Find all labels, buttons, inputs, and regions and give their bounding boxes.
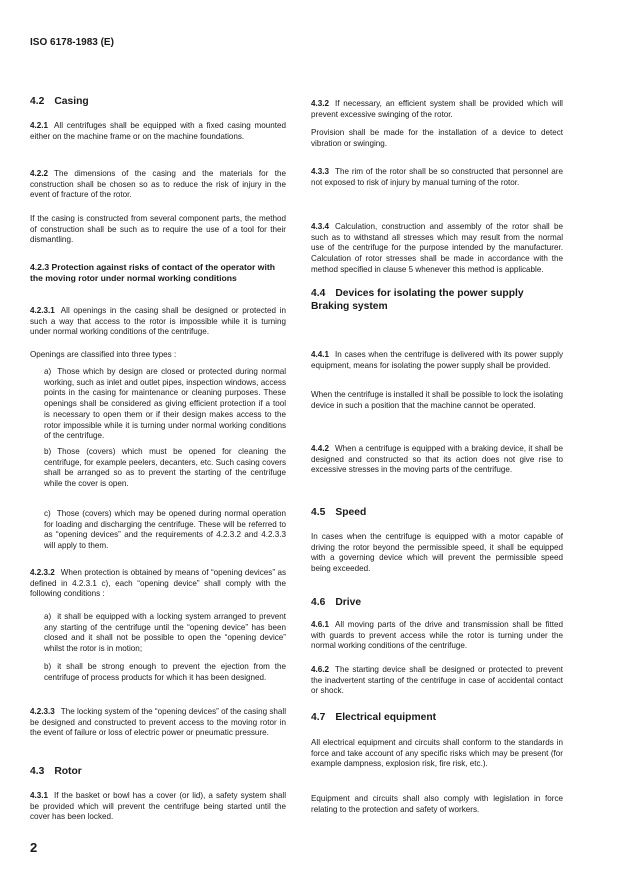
paragraph: When the centrifuge is installed it shall be possible to lock the isolating device in such a position that the machine cannot be operated. xyxy=(311,390,563,410)
list-item-a xyxy=(44,367,286,442)
clause-label: 4.4.1 xyxy=(311,350,330,359)
paragraph: Provision shall be made for the installation of a device to detect vibration or swinging. xyxy=(311,128,563,148)
clause-label: 4.4.2 xyxy=(311,444,330,453)
section-number: 4.4 xyxy=(311,288,326,299)
clause-4-2-3-2 xyxy=(30,568,286,600)
clause-label: 4.3.3 xyxy=(311,167,330,176)
section-heading-4-7 xyxy=(311,712,436,723)
section-subtitle: Braking system xyxy=(311,301,388,312)
clause-4-3-1 xyxy=(30,791,286,823)
section-heading-4-3 xyxy=(30,766,82,777)
clause-label: 4.3.1 xyxy=(30,791,49,800)
clause-4-2-3-3 xyxy=(30,707,286,739)
clause-text: All moving parts of the drive and transmission shall be fitted with guards to prevent access while the rotor is turning under the normal working conditions of the centrifuge. xyxy=(311,620,563,651)
paragraph: All electrical equipment and circuits shall conform to the standards in force and take account of any specific risks which may be present (for example dampness, explosion risk, fire risk, etc.). xyxy=(311,738,563,769)
clause-text: The starting device shall be designed or protected to prevent the inadvertent starting of the centrifuge in case of accidental contact or shock. xyxy=(311,665,563,696)
section-title: Devices for isolating the power supply xyxy=(335,288,524,299)
clause-text: If necessary, an efficient system shall be provided which will prevent excessive swinging of the rotor. xyxy=(311,99,563,119)
section-title: Rotor xyxy=(54,766,82,777)
section-number: 4.5 xyxy=(311,507,326,518)
clause-label: 4.2.1 xyxy=(30,121,49,130)
section-number: 4.6 xyxy=(311,597,326,608)
list-text: it shall be strong enough to prevent the ejection from the centrifuge of process products for which it has been designed. xyxy=(44,662,286,682)
list-item-c xyxy=(44,509,286,552)
list-label: b) xyxy=(44,447,52,456)
section-heading-4-2 xyxy=(30,96,89,107)
clause-4-2-1 xyxy=(30,121,286,142)
clause-label: 4.2.3.3 xyxy=(30,707,55,716)
clause-text: In cases when the centrifuge is delivered with its power supply equipment, means for isolating the power supply shall be provided. xyxy=(311,350,563,370)
clause-label: 4.2.3.2 xyxy=(30,568,55,577)
clause-4-3-3 xyxy=(311,167,563,188)
clause-4-4-1 xyxy=(311,350,563,371)
clause-text: The locking system of the “opening devices” of the casing shall be designed and constructed to prevent access to the moving rotor in the event of failure or loss of electric power or pneumatic pressure. xyxy=(30,707,286,738)
section-heading-4-5 xyxy=(311,507,366,518)
paragraph: If the casing is constructed from several component parts, the method of construction shall be such as to require the use of a tool for their dismantling. xyxy=(30,214,286,245)
clause-text: Calculation, construction and assembly of the rotor shall be such as to withstand all stresses which may result from the normal use of the centrifuge for the purpose intended by the manufacturer. Calculation of rotor stresses shall be made in accordance with the method specified in clause 5 whenever this method is applicable. xyxy=(311,222,563,274)
clause-text: All openings in the casing shall be designed or protected in such a way that access to the rotor is impossible while it is turning under normal working conditions of the centrifuge. xyxy=(30,306,286,337)
list-label: b) xyxy=(44,662,52,671)
page-number: 2 xyxy=(30,840,38,855)
clause-text: When protection is obtained by means of “opening devices” as defined in 4.2.3.1 c), each “opening device” shall comply with the following conditions : xyxy=(30,568,286,599)
list-label: a) xyxy=(44,367,52,376)
clause-text: The rim of the rotor shall be so constructed that personnel are not exposed to risk of injury by manual turning of the rotor. xyxy=(311,167,563,187)
clause-text: All centrifuges shall be equipped with a fixed casing mounted either on the machine frame or on the machine foundations. xyxy=(30,121,286,141)
paragraph: In cases when the centrifuge is equipped with a motor capable of driving the rotor beyond the permissible speed, it shall be equipped with a governing device which will prevent the permissible speed being exceeded. xyxy=(311,532,563,574)
clause-label: 4.2.2 xyxy=(30,169,49,178)
section-number: 4.2 xyxy=(30,96,45,107)
list-text: Those (covers) which must be opened for cleaning the centrifuge, for example peelers, decanters, etc. Such casing covers shall be arranged so as to prevent the starting of the centrifuge while the cover is open. xyxy=(44,447,286,489)
condition-a xyxy=(44,612,286,655)
clause-4-2-2 xyxy=(30,169,286,201)
clause-4-3-4 xyxy=(311,222,563,276)
list-item-b xyxy=(44,447,286,490)
clause-label: 4.6.1 xyxy=(311,620,330,629)
section-number: 4.3 xyxy=(30,766,45,777)
clause-label: 4.3.4 xyxy=(311,222,330,231)
section-heading-4-6 xyxy=(311,597,361,608)
section-title: Electrical equipment xyxy=(335,712,437,723)
clause-label: 4.3.2 xyxy=(311,99,330,108)
section-heading-4-4 xyxy=(311,287,524,313)
condition-b xyxy=(44,662,286,683)
clause-text: The dimensions of the casing and the materials for the construction shall be chosen so as to reduce the risk of injury in the event of fracture of the rotor. xyxy=(30,169,286,200)
paragraph: Equipment and circuits shall also comply with legislation in force relating to the protection and safety of workers. xyxy=(311,794,563,814)
subsection-heading-4-2-3: 4.2.3 Protection against risks of contact of the operator with the moving rotor under normal working conditions xyxy=(30,262,275,283)
clause-label: 4.2.3.1 xyxy=(30,306,55,315)
section-title: Drive xyxy=(335,597,362,608)
clause-text: When a centrifuge is equipped with a braking device, it shall be designed and constructed so that its action does not give rise to excessive stresses in the moving parts of the centrifuge. xyxy=(311,444,563,475)
clause-4-6-2 xyxy=(311,665,563,697)
clause-4-4-2 xyxy=(311,444,563,476)
list-text: it shall be equipped with a locking system arranged to prevent any starting of the centrifuge until the “opening device” has been closed and it shall not be possible to open the “opening device” whilst the rotor is in motion; xyxy=(44,612,286,654)
paragraph: Openings are classified into three types : xyxy=(30,350,177,359)
section-title: Casing xyxy=(54,96,89,107)
list-text: Those which by design are closed or protected during normal working, such as inlet and outlet pipes, inspection windows, access points in the casing for maintenance or cleaning purposes. These openings shall be considered as giving efficient protection if a tool is necessary to open them or if their design makes access to the rotor impossible while it is turning under normal working conditions of the centrifuge. xyxy=(44,367,286,441)
list-text: Those (covers) which may be opened during normal operation for loading and discharging the centrifuge. These will be referred to as “opening devices” and the requirements of 4.2.3.2 and 4.2.3.3 will apply to them. xyxy=(44,509,286,551)
list-label: a) xyxy=(44,612,52,621)
clause-4-2-3-1 xyxy=(30,306,286,338)
clause-4-6-1 xyxy=(311,620,563,652)
clause-label: 4.6.2 xyxy=(311,665,330,674)
clause-4-3-2 xyxy=(311,99,563,120)
section-title: Speed xyxy=(335,507,367,518)
document-header: ISO 6178-1983 (E) xyxy=(30,37,114,48)
section-number: 4.7 xyxy=(311,712,326,723)
clause-text: If the basket or bowl has a cover (or lid), a safety system shall be provided which will prevent the centrifuge being started until the cover has been locked. xyxy=(30,791,286,822)
list-label: c) xyxy=(44,509,51,518)
